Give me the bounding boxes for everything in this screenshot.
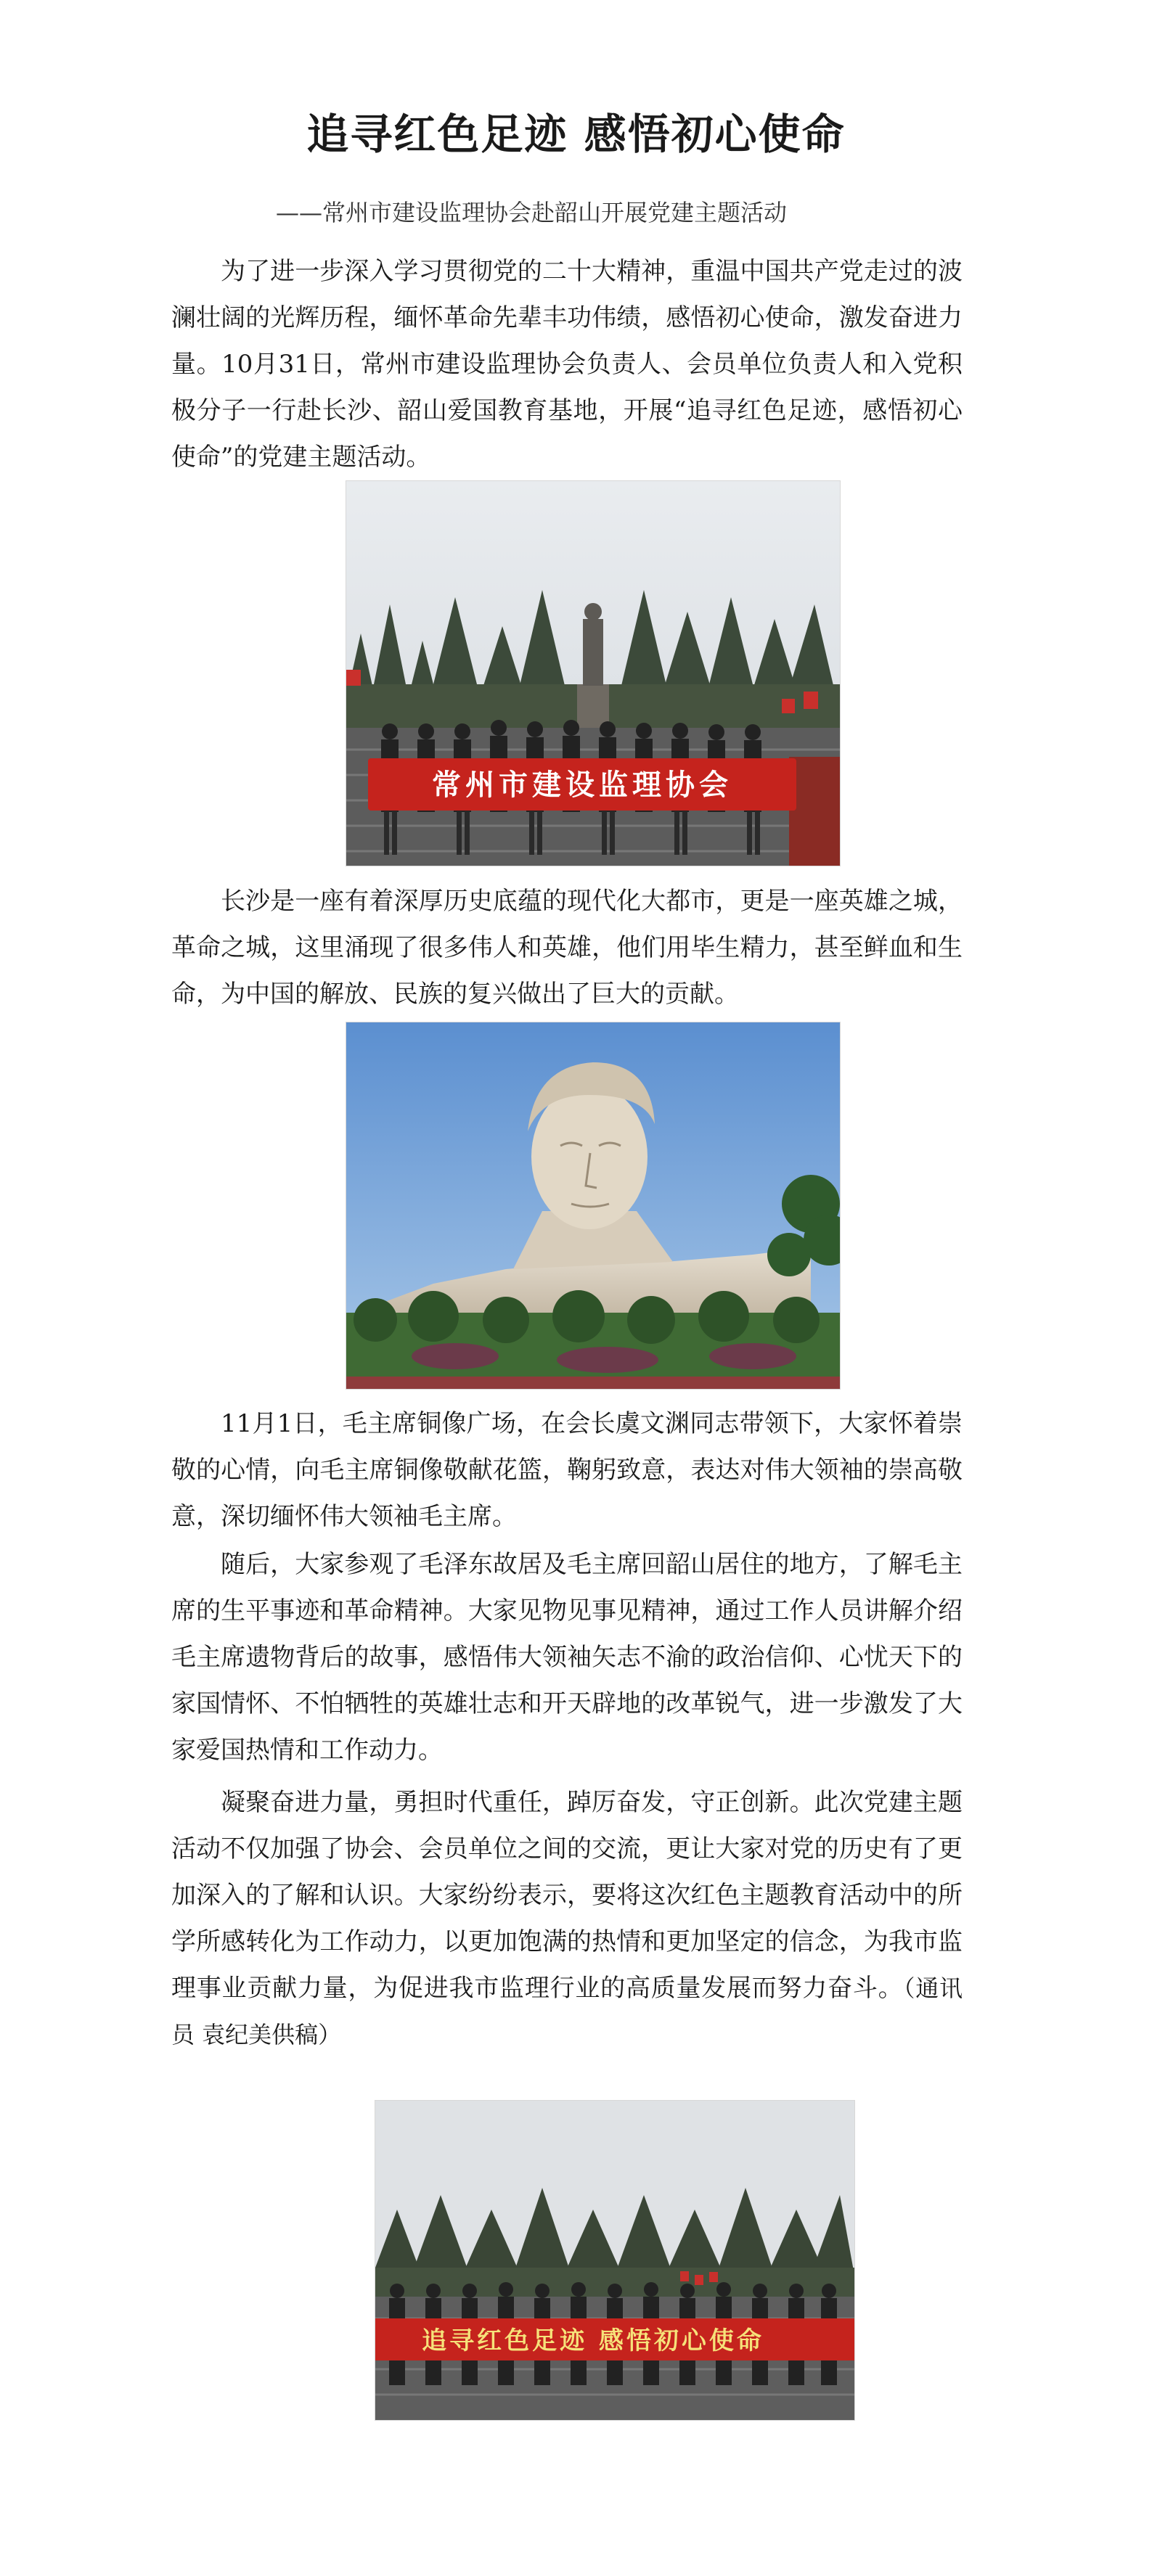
banner-text-slogan: 追寻红色足迹 感悟初心使命: [422, 2326, 764, 2355]
byline: （通讯员 袁纪美供稿）: [171, 1974, 963, 2048]
group-photo-statue-square-image: [346, 481, 840, 866]
statue-photo-changsha-image: [346, 1022, 840, 1389]
conclusion-text: 凝聚奋进力量，勇担时代重任，踔厉奋发，守正创新。此次党建主题活动不仅加强了协会、会员单位之间的交流，更让大家对党的历史有了更加深入的了解和认识。大家纷纷表示，要将这次红色主题教育活动中的所学所感转化为工作动力，以更加饱满的热情和更加坚定的信念，为我市监理事业贡献力量，为促进我市监理行业的高质量发展而努力奋斗。: [171, 1788, 963, 2003]
banner-text-association: 常州市建设监理协会: [432, 768, 732, 802]
article-title: 追寻红色足迹 感悟初心使命: [306, 110, 846, 159]
article-subtitle: ——常州市建设监理协会赴韶山开展党建主题活动: [276, 199, 788, 226]
paragraph-intro: 为了进一步深入学习贯彻党的二十大精神，重温中国共产党走过的波澜壮阔的光辉历程，缅怀革命先辈丰功伟绩，感悟初心使命，激发奋进力量。10月31日，常州市建设监理协会负责人、会员单位负责人和入党积极分子一行赴长沙、韶山爱国教育基地，开展“追寻红色足迹，感悟初心使命”的党建主题活动。: [171, 257, 963, 472]
group-photo-banner: [375, 2100, 855, 2421]
paragraph-nov1: 11月1日，毛主席铜像广场，在会长虞文渊同志带领下，大家怀着崇敬的心情，向毛主席铜像敬献花篮，鞠躬致意，表达对伟大领袖的崇高敬意，深切缅怀伟大领袖毛主席。: [171, 1409, 963, 1531]
group-photo-banner-image: [375, 2101, 854, 2420]
paragraph-changsha: 长沙是一座有着深厚历史底蕴的现代化大都市，更是一座英雄之城，革命之城，这里涌现了很多伟人和英雄，他们用毕生精力，甚至鲜血和生命，为中国的解放、民族的复兴做出了巨大的贡献。: [171, 887, 963, 1009]
group-photo-statue-square: [346, 480, 841, 866]
paragraph-visit: 随后，大家参观了毛泽东故居及毛主席回韶山居住的地方，了解毛主席的生平事迹和革命精神。大家见物见事见精神，通过工作人员讲解介绍毛主席遗物背后的故事，感悟伟大领袖矢志不渝的政治信仰、心忧天下的家国情怀、不怕牺牲的英雄壮志和开天辟地的改革锐气，进一步激发了大家爱国热情和工作动力。: [171, 1550, 963, 1765]
paragraph-conclusion: [171, 1779, 963, 2058]
statue-photo-changsha: [346, 1022, 841, 1390]
